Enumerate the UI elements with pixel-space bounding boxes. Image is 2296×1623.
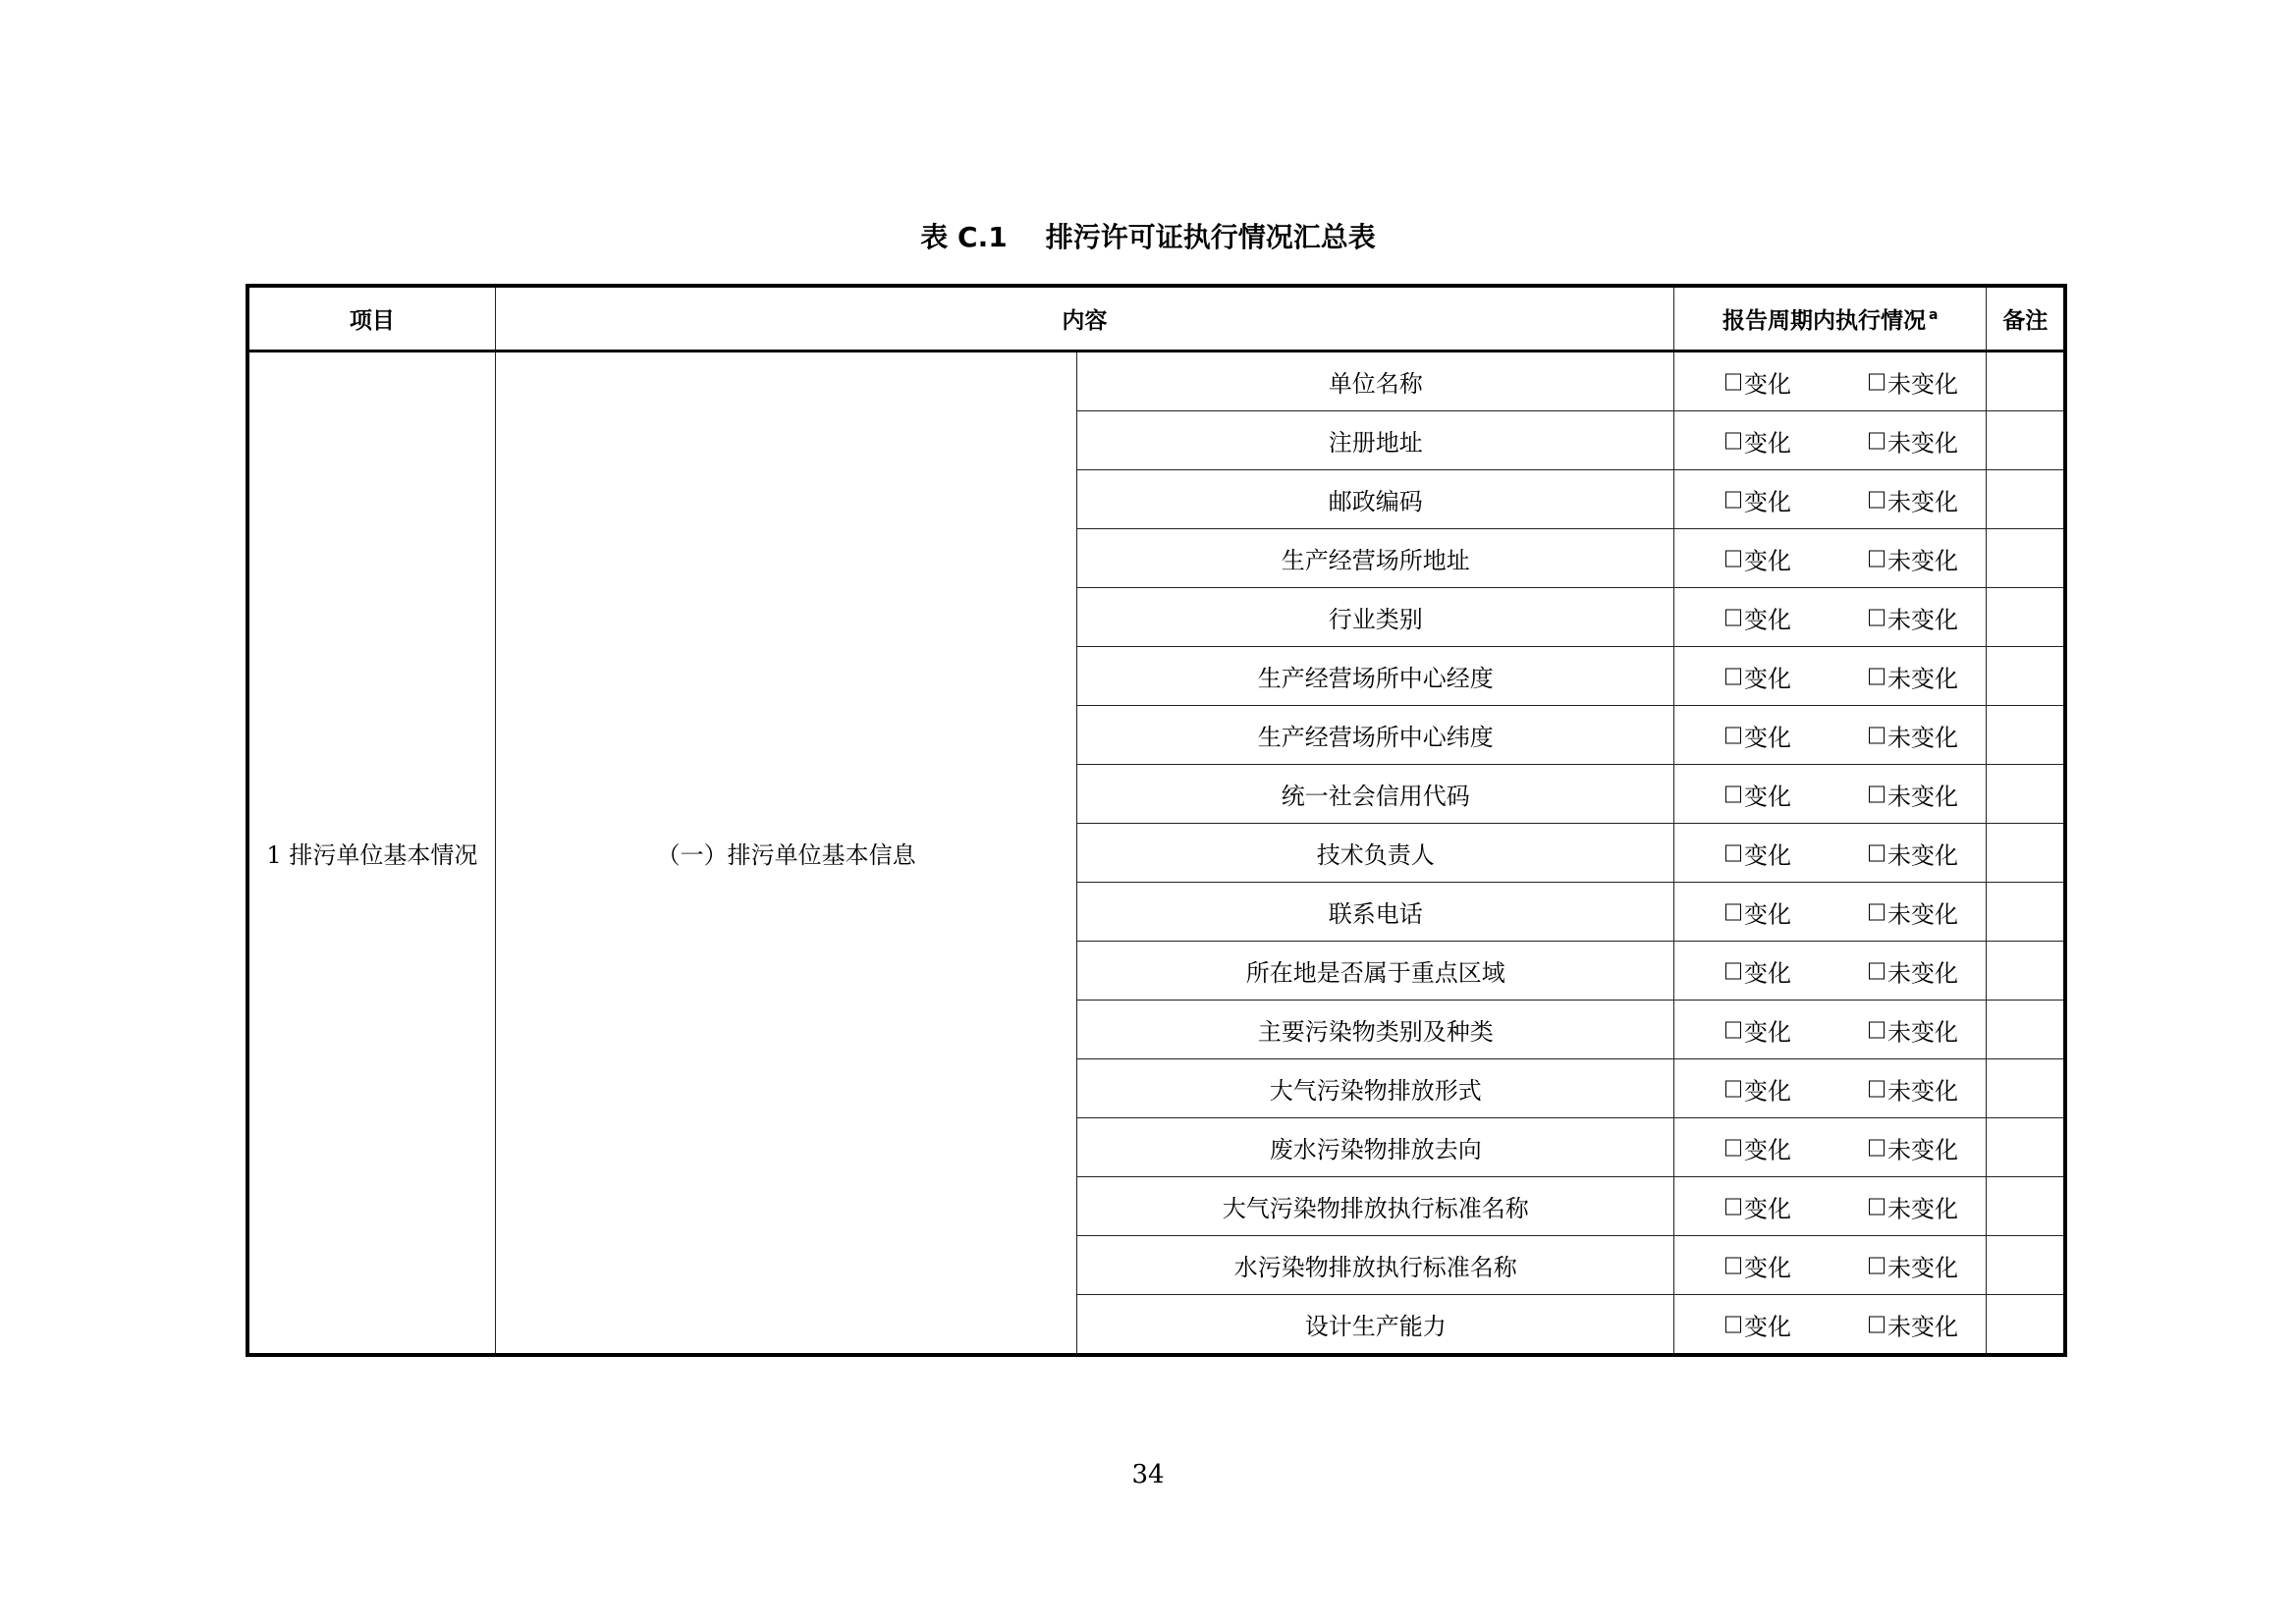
header-status [1674,286,1987,352]
changed-option[interactable] [1725,1189,1791,1223]
unchanged-label: 未变化 [1887,724,1959,751]
field-name-cell: 单位名称 [1077,352,1674,411]
status-cell [1674,647,1987,706]
field-name-cell: 统一社会信用代码 [1077,765,1674,824]
checkbox-icon[interactable] [1869,373,1885,390]
remarks-cell[interactable] [1987,1118,2065,1177]
field-name-cell: 技术负责人 [1077,824,1674,883]
checkbox-icon[interactable] [1725,668,1741,684]
table-header-row [247,286,2065,352]
unchanged-label: 未变化 [1887,429,1959,457]
changed-label: 变化 [1744,1254,1792,1281]
status-cell [1674,1236,1987,1295]
checkbox-icon[interactable] [1725,1080,1741,1097]
field-name-cell: 大气污染物排放形式 [1077,1059,1674,1118]
remarks-cell[interactable] [1987,824,2065,883]
checkbox-icon[interactable] [1869,903,1885,920]
unchanged-option[interactable] [1869,1071,1958,1106]
field-name-cell: 大气污染物排放执行标准名称 [1077,1177,1674,1236]
status-cell [1674,765,1987,824]
changed-option[interactable] [1725,423,1791,458]
checkbox-icon[interactable] [1869,1080,1885,1097]
field-name-cell: 行业类别 [1077,588,1674,647]
unchanged-option[interactable] [1869,894,1958,929]
page-number: 34 [1131,1460,1165,1489]
status-cell [1674,942,1987,1001]
remarks-cell[interactable] [1987,588,2065,647]
unchanged-label: 未变化 [1887,1254,1959,1281]
unchanged-option[interactable] [1869,1307,1958,1341]
remarks-cell[interactable] [1987,529,2065,588]
status-cell [1674,706,1987,765]
changed-label: 变化 [1744,665,1792,692]
status-cell [1674,1177,1987,1236]
status-cell [1674,1059,1987,1118]
unchanged-label: 未变化 [1887,1136,1959,1163]
unchanged-label: 未变化 [1887,1077,1959,1105]
category-cell: （一）排污单位基本信息 [495,352,1077,1356]
changed-option[interactable] [1725,1012,1791,1047]
field-name-cell: 注册地址 [1077,411,1674,470]
unchanged-option[interactable] [1869,836,1958,870]
status-cell [1674,1295,1987,1356]
field-name-cell: 废水污染物排放去向 [1077,1118,1674,1177]
changed-label: 变化 [1744,606,1792,633]
changed-label: 变化 [1744,1313,1792,1340]
changed-option[interactable] [1725,541,1791,575]
checkbox-icon[interactable] [1725,373,1741,390]
unchanged-label: 未变化 [1887,488,1959,515]
checkbox-icon[interactable] [1725,727,1741,743]
remarks-cell[interactable] [1987,765,2065,824]
checkbox-icon[interactable] [1725,609,1741,625]
checkbox-icon[interactable] [1869,785,1885,802]
remarks-cell[interactable] [1987,1001,2065,1059]
checkbox-icon[interactable] [1725,1198,1741,1215]
checkbox-icon[interactable] [1869,1316,1885,1332]
unchanged-label: 未变化 [1887,665,1959,692]
status-cell [1674,1118,1987,1177]
item-cell: 1 排污单位基本情况 [247,352,495,1356]
unchanged-label: 未变化 [1887,1018,1959,1046]
checkbox-icon[interactable] [1725,844,1741,861]
remarks-cell[interactable] [1987,883,2065,942]
checkbox-icon[interactable] [1869,1139,1885,1156]
changed-label: 变化 [1744,959,1792,987]
checkbox-icon[interactable] [1869,962,1885,979]
unchanged-option[interactable] [1869,953,1958,988]
changed-label: 变化 [1744,429,1792,457]
field-name-cell: 生产经营场所中心纬度 [1077,706,1674,765]
remarks-cell[interactable] [1987,942,2065,1001]
unchanged-label: 未变化 [1887,1195,1959,1222]
checkbox-icon[interactable] [1725,962,1741,979]
remarks-cell[interactable] [1987,647,2065,706]
checkbox-icon[interactable] [1869,491,1885,508]
checkbox-icon[interactable] [1725,1257,1741,1273]
unchanged-option[interactable] [1869,364,1958,399]
remarks-cell[interactable] [1987,352,2065,411]
changed-option[interactable] [1725,600,1791,634]
checkbox-icon[interactable] [1725,903,1741,920]
unchanged-option[interactable] [1869,1012,1958,1047]
changed-option[interactable] [1725,953,1791,988]
changed-option[interactable] [1725,894,1791,929]
changed-label: 变化 [1744,841,1792,869]
unchanged-option[interactable] [1869,600,1958,634]
unchanged-label: 未变化 [1887,900,1959,928]
remarks-cell[interactable] [1987,1059,2065,1118]
checkbox-icon[interactable] [1725,432,1741,449]
status-cell [1674,883,1987,942]
unchanged-label: 未变化 [1887,841,1959,869]
checkbox-icon[interactable] [1869,550,1885,567]
checkbox-icon[interactable] [1725,550,1741,567]
changed-label: 变化 [1744,547,1792,574]
changed-option[interactable] [1725,659,1791,693]
header-status-label: 报告周期内执行情况 [1722,308,1926,334]
changed-label: 变化 [1744,1018,1792,1046]
changed-option[interactable] [1725,1307,1791,1341]
unchanged-label: 未变化 [1887,959,1959,987]
checkbox-icon[interactable] [1869,1257,1885,1273]
changed-label: 变化 [1744,724,1792,751]
footnote-mark: a [1928,307,1939,324]
field-name-cell: 联系电话 [1077,883,1674,942]
changed-option[interactable] [1725,482,1791,516]
remarks-cell[interactable] [1987,411,2065,470]
permit-summary-table [246,284,2067,1357]
unchanged-option[interactable] [1869,541,1958,575]
table-row [247,352,2065,411]
remarks-cell[interactable] [1987,706,2065,765]
checkbox-icon[interactable] [1725,1316,1741,1332]
changed-option[interactable] [1725,1248,1791,1282]
unchanged-option[interactable] [1869,1130,1958,1164]
unchanged-option[interactable] [1869,659,1958,693]
checkbox-icon[interactable] [1869,432,1885,449]
unchanged-option[interactable] [1869,777,1958,811]
changed-option[interactable] [1725,364,1791,399]
changed-option[interactable] [1725,777,1791,811]
remarks-cell[interactable] [1987,470,2065,529]
field-name-cell: 生产经营场所中心经度 [1077,647,1674,706]
status-cell [1674,411,1987,470]
status-cell [1674,1001,1987,1059]
unchanged-option[interactable] [1869,718,1958,752]
changed-option[interactable] [1725,1071,1791,1106]
field-name-cell: 水污染物排放执行标准名称 [1077,1236,1674,1295]
changed-label: 变化 [1744,1136,1792,1163]
status-cell [1674,470,1987,529]
field-name-cell: 生产经营场所地址 [1077,529,1674,588]
field-name-cell: 主要污染物类别及种类 [1077,1001,1674,1059]
unchanged-label: 未变化 [1887,606,1959,633]
unchanged-label: 未变化 [1887,547,1959,574]
field-name-cell: 所在地是否属于重点区域 [1077,942,1674,1001]
status-cell [1674,824,1987,883]
checkbox-icon[interactable] [1725,491,1741,508]
unchanged-label: 未变化 [1887,370,1959,398]
table-body [247,352,2065,1356]
checkbox-icon[interactable] [1869,844,1885,861]
header-content: 内容 [495,286,1673,352]
remarks-cell[interactable] [1987,1177,2065,1236]
unchanged-option[interactable] [1869,423,1958,458]
status-cell [1674,588,1987,647]
changed-option[interactable] [1725,836,1791,870]
changed-label: 变化 [1744,1195,1792,1222]
checkbox-icon[interactable] [1869,1021,1885,1038]
changed-label: 变化 [1744,900,1792,928]
field-name-cell: 设计生产能力 [1077,1295,1674,1356]
checkbox-icon[interactable] [1725,1139,1741,1156]
checkbox-icon[interactable] [1869,609,1885,625]
checkbox-icon[interactable] [1725,785,1741,802]
checkbox-icon[interactable] [1869,727,1885,743]
checkbox-icon[interactable] [1725,1021,1741,1038]
checkbox-icon[interactable] [1869,668,1885,684]
remarks-cell[interactable] [1987,1236,2065,1295]
field-name-cell: 邮政编码 [1077,470,1674,529]
status-cell [1674,352,1987,411]
changed-label: 变化 [1744,488,1792,515]
unchanged-label: 未变化 [1887,783,1959,810]
unchanged-label: 未变化 [1887,1313,1959,1340]
header-remarks: 备注 [1987,286,2065,352]
unchanged-option[interactable] [1869,482,1958,516]
header-item: 项目 [247,286,495,352]
remarks-cell[interactable] [1987,1295,2065,1356]
changed-label: 变化 [1744,370,1792,398]
changed-option[interactable] [1725,1130,1791,1164]
table-title: 表 C.1 排污许可证执行情况汇总表 [920,221,1376,253]
unchanged-option[interactable] [1869,1189,1958,1223]
changed-label: 变化 [1744,783,1792,810]
checkbox-icon[interactable] [1869,1198,1885,1215]
status-cell [1674,529,1987,588]
changed-option[interactable] [1725,718,1791,752]
changed-label: 变化 [1744,1077,1792,1105]
unchanged-option[interactable] [1869,1248,1958,1282]
